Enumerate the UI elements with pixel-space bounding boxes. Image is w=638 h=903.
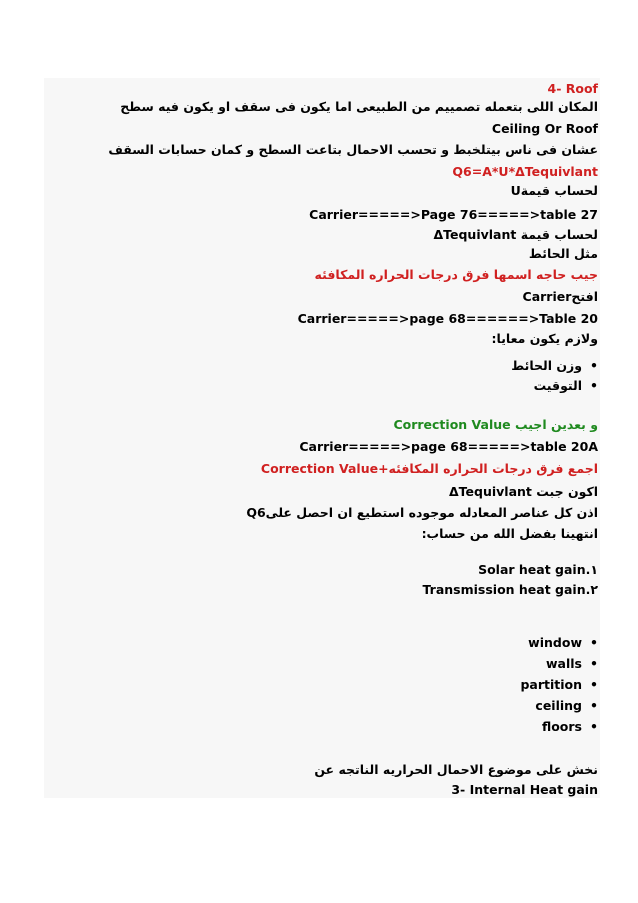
- text-line-green: و بعدين اجيب Correction Value: [393, 417, 598, 432]
- bullet-icon: •: [590, 656, 598, 671]
- text-line-ceiling-or-roof: Ceiling Or Roof: [491, 121, 598, 136]
- bullet-icon: •: [590, 698, 598, 713]
- bullet-icon: •: [590, 719, 598, 734]
- text-line: افتحCarrier: [522, 289, 598, 304]
- numbered-item: Transmission heat gain.٢: [422, 582, 598, 597]
- equation-q6: Q6=A*U*ΔTequivlant: [452, 164, 598, 179]
- list-item-text: floors: [541, 719, 582, 734]
- text-line: انتهينا بفضل الله من حساب:: [421, 526, 598, 541]
- text-line: لحساب قيمةU: [510, 183, 598, 198]
- bullet-icon: •: [590, 358, 598, 373]
- list-item: [546, 655, 598, 673]
- text-line: مثل الحائط: [528, 246, 598, 261]
- text-line: ولازم يكون معايا:: [491, 331, 598, 346]
- section-heading-roof: 4- Roof: [547, 81, 598, 96]
- list-item-text: walls: [546, 656, 582, 671]
- bullet-icon: •: [590, 378, 598, 393]
- list-item-text: ceiling: [535, 698, 582, 713]
- list-item: [511, 357, 598, 375]
- list-item-text: partition: [520, 677, 582, 692]
- text-line: عشان فى ناس بيتلخبط و تحسب الاحمال بتاعت السطح و كمان حسابات السقف: [108, 142, 598, 157]
- text-line: نخش على موضوع الاحمال الحراريه الناتجه عن: [314, 762, 598, 777]
- list-item-text: وزن الحائط: [511, 358, 582, 373]
- list-item: [520, 676, 598, 694]
- text-line-red: جيب حاجه اسمها فرق درجات الحراره المكافئه: [314, 267, 598, 282]
- list-item-text: التوقيت: [533, 378, 582, 393]
- section-heading-internal-heat-gain: 3- Internal Heat gain: [451, 782, 598, 797]
- list-item: [535, 697, 598, 715]
- carrier-reference: Carrier=====>page 68=====>table 20A: [299, 439, 598, 454]
- bullet-icon: •: [590, 677, 598, 692]
- list-item-text: window: [528, 635, 582, 650]
- text-line: المكان اللى بتعمله تصمييم من الطبيعى اما يكون فى سقف او يكون فيه سطح: [120, 99, 598, 114]
- list-item: [534, 377, 598, 395]
- text-line: اذن كل عناصر المعادله موجوده استطيع ان احصل علىQ6: [246, 505, 598, 520]
- bullet-icon: •: [590, 635, 598, 650]
- list-item: [542, 718, 598, 736]
- text-line-red: اجمع فرق درجات الحراره المكافئه+Correction Value: [260, 461, 598, 476]
- numbered-item: Solar heat gain.١: [478, 562, 598, 577]
- carrier-reference: Carrier=====>Page 76=====>table 27: [309, 207, 598, 222]
- carrier-reference: Carrier=====>page 68======>Table 20: [297, 311, 598, 326]
- list-item: [528, 634, 598, 652]
- text-line: لحساب قيمة ΔTequivlant: [433, 227, 598, 242]
- text-line: اكون جبت ΔTequivlant: [448, 484, 598, 499]
